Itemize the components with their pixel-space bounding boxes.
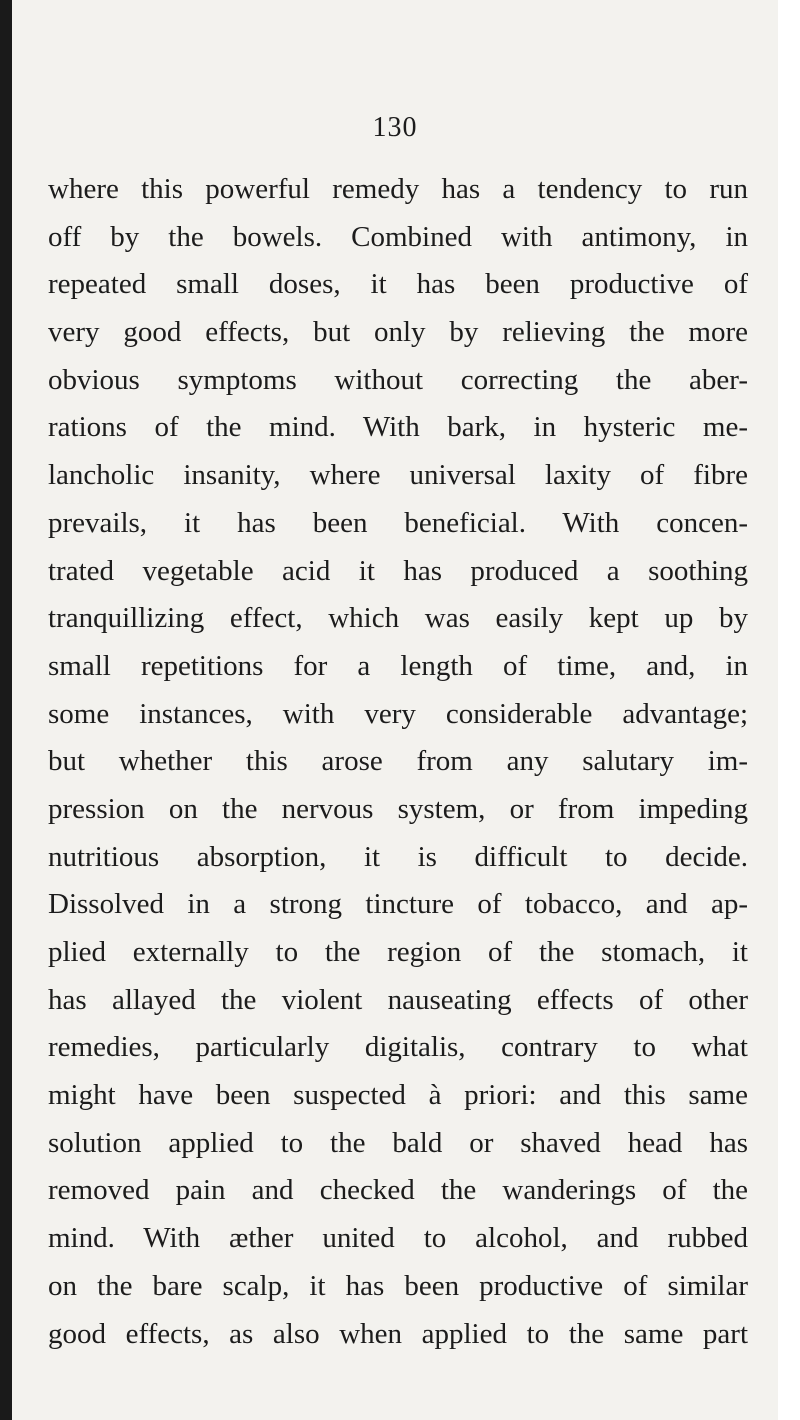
text-line: some instances, with very considerable advantage;: [48, 697, 748, 730]
text-line: might have been suspected à priori: and this same: [48, 1079, 748, 1112]
scan-edge-left: [0, 0, 12, 1420]
text-line: on the bare scalp, it has been productive of similar: [48, 1269, 748, 1302]
text-line: prevails, it has been beneficial. With concen-: [48, 506, 748, 539]
text-line: repeated small doses, it has been productive of: [48, 268, 748, 301]
body-text: [48, 166, 748, 1358]
text-line: removed pain and checked the wanderings of the: [48, 1174, 748, 1207]
text-line: where this powerful remedy has a tendency to run: [48, 173, 748, 205]
text-line: pression on the nervous system, or from impeding: [48, 792, 748, 825]
text-line: solution applied to the bald or shaved head has: [48, 1126, 748, 1159]
text-line: rations of the mind. With bark, in hysteric me-: [48, 411, 748, 444]
text-line: remedies, particularly digitalis, contrary to what: [48, 1031, 748, 1064]
text-line: obvious symptoms without correcting the aber-: [48, 363, 748, 396]
text-line: trated vegetable acid it has produced a soothing: [48, 554, 748, 587]
text-line: lancholic insanity, where universal laxity of fibre: [48, 459, 748, 492]
text-line: has allayed the violent nauseating effects of other: [48, 983, 748, 1016]
text-line: very good effects, but only by relieving the more: [48, 316, 748, 349]
text-line: off by the bowels. Combined with antimony, in: [48, 220, 748, 253]
text-line: tranquillizing effect, which was easily kept up by: [48, 602, 748, 635]
page-number: 130: [372, 112, 418, 143]
text-line: mind. With æther united to alcohol, and rubbed: [48, 1222, 748, 1255]
text-line: small repetitions for a length of time, and, in: [48, 649, 748, 682]
text-line: plied externally to the region of the stomach, it: [48, 936, 748, 968]
scan-edge-right: [778, 0, 800, 1420]
text-line: good effects, as also when applied to the same part: [48, 1317, 748, 1350]
text-line: nutritious absorption, it is difficult to decide.: [48, 840, 748, 873]
text-line: Dissolved in a strong tincture of tobacco, and ap-: [48, 888, 748, 921]
text-line: but whether this arose from any salutary im-: [48, 745, 748, 778]
